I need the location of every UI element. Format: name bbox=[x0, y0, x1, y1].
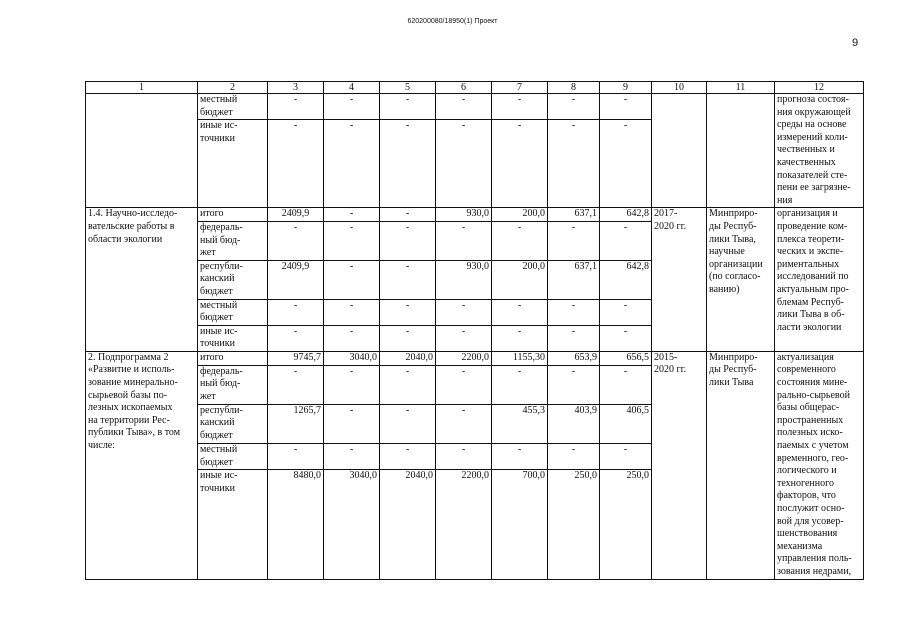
value-cell: - bbox=[548, 443, 600, 469]
value-cell: - bbox=[436, 365, 492, 404]
value-cell: - bbox=[600, 120, 652, 208]
value-cell: - bbox=[380, 208, 436, 222]
period-cell: 2015- 2020 гг. bbox=[652, 351, 707, 579]
value-cell: - bbox=[380, 94, 436, 120]
column-header: 9 bbox=[600, 82, 652, 94]
value-cell: 200,0 bbox=[492, 208, 548, 222]
value-cell: - bbox=[436, 443, 492, 469]
item-name-cell bbox=[86, 94, 198, 208]
value-cell: 9745,7 bbox=[268, 351, 324, 365]
column-header: 7 bbox=[492, 82, 548, 94]
value-cell: - bbox=[380, 221, 436, 260]
column-numbers-row bbox=[86, 82, 864, 94]
value-cell: - bbox=[492, 221, 548, 260]
value-cell: - bbox=[324, 208, 380, 222]
funding-source: местный бюджет bbox=[198, 299, 268, 325]
value-cell: - bbox=[324, 404, 380, 443]
value-cell: 3040,0 bbox=[324, 470, 380, 579]
value-cell: 2200,0 bbox=[436, 470, 492, 579]
table-row bbox=[86, 208, 864, 222]
value-cell: - bbox=[268, 365, 324, 404]
value-cell: 2200,0 bbox=[436, 351, 492, 365]
item-name-cell: 2. Подпрограмма 2 «Развитие и исполь- зование минерально- сырьевой базы по- лезных ископаемых на территории Рес- публики Тыва», в том числе: bbox=[86, 351, 198, 579]
value-cell: - bbox=[324, 299, 380, 325]
funding-source: федераль- ный бюд- жет bbox=[198, 365, 268, 404]
value-cell: 930,0 bbox=[436, 208, 492, 222]
value-cell: - bbox=[380, 120, 436, 208]
value-cell: - bbox=[268, 325, 324, 351]
value-cell: - bbox=[600, 299, 652, 325]
value-cell: - bbox=[380, 443, 436, 469]
value-cell: - bbox=[436, 120, 492, 208]
result-cell: актуализация современного состояния мине- рально-сырьевой базы общерас- пространенных полезных иско- паемых с учетом временного, гео- логического и техногенного факторов, что послужит осно- вой для усовер- шенствования механизма управления поль- зования недрами, bbox=[775, 351, 864, 579]
budget-table bbox=[85, 81, 864, 580]
value-cell: 2409,9 bbox=[268, 208, 324, 222]
value-cell: - bbox=[436, 221, 492, 260]
value-cell: - bbox=[600, 325, 652, 351]
value-cell: - bbox=[436, 299, 492, 325]
value-cell: - bbox=[492, 443, 548, 469]
value-cell: - bbox=[548, 94, 600, 120]
value-cell: - bbox=[380, 365, 436, 404]
value-cell: - bbox=[380, 260, 436, 299]
value-cell: - bbox=[324, 325, 380, 351]
value-cell: - bbox=[492, 94, 548, 120]
executor-cell: Минприро- ды Респуб- лики Тыва, научные организации (по согласо- ванию) bbox=[707, 208, 775, 352]
funding-source: иные ис- точники bbox=[198, 120, 268, 208]
value-cell: - bbox=[380, 404, 436, 443]
value-cell: 642,8 bbox=[600, 208, 652, 222]
value-cell: - bbox=[324, 94, 380, 120]
value-cell: - bbox=[324, 443, 380, 469]
value-cell: - bbox=[600, 365, 652, 404]
table-row bbox=[86, 351, 864, 365]
value-cell: 637,1 bbox=[548, 260, 600, 299]
result-cell: прогноза состоя- ния окружающей среды на основе измерений коли- чественных и качественных показателей сте- пени ее загрязне- ния bbox=[775, 94, 864, 208]
column-header: 10 bbox=[652, 82, 707, 94]
value-cell: 930,0 bbox=[436, 260, 492, 299]
value-cell: - bbox=[436, 404, 492, 443]
value-cell: 700,0 bbox=[492, 470, 548, 579]
value-cell: - bbox=[492, 365, 548, 404]
funding-source: итого bbox=[198, 351, 268, 365]
item-name-cell: 1.4. Научно-исследо- вательские работы в области экологии bbox=[86, 208, 198, 352]
value-cell: - bbox=[380, 325, 436, 351]
value-cell: 637,1 bbox=[548, 208, 600, 222]
value-cell: - bbox=[600, 94, 652, 120]
value-cell: - bbox=[268, 299, 324, 325]
value-cell: 656,5 bbox=[600, 351, 652, 365]
executor-cell bbox=[707, 94, 775, 208]
funding-source: местный бюджет bbox=[198, 443, 268, 469]
value-cell: 403,9 bbox=[548, 404, 600, 443]
value-cell: 406,5 bbox=[600, 404, 652, 443]
value-cell: - bbox=[548, 365, 600, 404]
value-cell: 3040,0 bbox=[324, 351, 380, 365]
value-cell: - bbox=[324, 365, 380, 404]
funding-source: республи- канский бюджет bbox=[198, 404, 268, 443]
funding-source: итого bbox=[198, 208, 268, 222]
funding-source: иные ис- точники bbox=[198, 470, 268, 579]
value-cell: 200,0 bbox=[492, 260, 548, 299]
column-header: 5 bbox=[380, 82, 436, 94]
value-cell: - bbox=[436, 325, 492, 351]
document-header: 620200080/18950(1) Проект bbox=[407, 18, 498, 25]
column-header: 11 bbox=[707, 82, 775, 94]
value-cell: - bbox=[600, 221, 652, 260]
value-cell: - bbox=[492, 120, 548, 208]
value-cell: - bbox=[324, 120, 380, 208]
column-header: 8 bbox=[548, 82, 600, 94]
value-cell: - bbox=[492, 325, 548, 351]
value-cell: - bbox=[492, 299, 548, 325]
column-header: 6 bbox=[436, 82, 492, 94]
value-cell: - bbox=[548, 221, 600, 260]
column-header: 4 bbox=[324, 82, 380, 94]
value-cell: 2040,0 bbox=[380, 351, 436, 365]
value-cell: - bbox=[548, 120, 600, 208]
value-cell: - bbox=[380, 299, 436, 325]
value-cell: 8480,0 bbox=[268, 470, 324, 579]
funding-source: иные ис- точники bbox=[198, 325, 268, 351]
value-cell: - bbox=[268, 94, 324, 120]
value-cell: - bbox=[324, 260, 380, 299]
value-cell: - bbox=[548, 325, 600, 351]
funding-source: республи- канский бюджет bbox=[198, 260, 268, 299]
value-cell: - bbox=[268, 221, 324, 260]
value-cell: 455,3 bbox=[492, 404, 548, 443]
page-number: 9 bbox=[852, 37, 859, 49]
funding-source: местный бюджет bbox=[198, 94, 268, 120]
value-cell: 250,0 bbox=[548, 470, 600, 579]
result-cell: организация и проведение ком- плекса теорети- ческих и экспе- риментальных исследований по актуальным про- блемам Респуб- лики Тыва в об- ласти экологии bbox=[775, 208, 864, 352]
column-header: 1 bbox=[86, 82, 198, 94]
value-cell: - bbox=[436, 94, 492, 120]
value-cell: 1155,30 bbox=[492, 351, 548, 365]
value-cell: - bbox=[600, 443, 652, 469]
funding-source: федераль- ный бюд- жет bbox=[198, 221, 268, 260]
value-cell: 2409,9 bbox=[268, 260, 324, 299]
value-cell: 250,0 bbox=[600, 470, 652, 579]
value-cell: - bbox=[268, 120, 324, 208]
table-row bbox=[86, 94, 864, 120]
period-cell: 2017- 2020 гг. bbox=[652, 208, 707, 352]
executor-cell: Минприро- ды Респуб- лики Тыва bbox=[707, 351, 775, 579]
value-cell: 653,9 bbox=[548, 351, 600, 365]
value-cell: 1265,7 bbox=[268, 404, 324, 443]
column-header: 2 bbox=[198, 82, 268, 94]
column-header: 12 bbox=[775, 82, 864, 94]
value-cell: 2040,0 bbox=[380, 470, 436, 579]
column-header: 3 bbox=[268, 82, 324, 94]
value-cell: - bbox=[324, 221, 380, 260]
period-cell bbox=[652, 94, 707, 208]
value-cell: - bbox=[548, 299, 600, 325]
value-cell: - bbox=[268, 443, 324, 469]
value-cell: 642,8 bbox=[600, 260, 652, 299]
